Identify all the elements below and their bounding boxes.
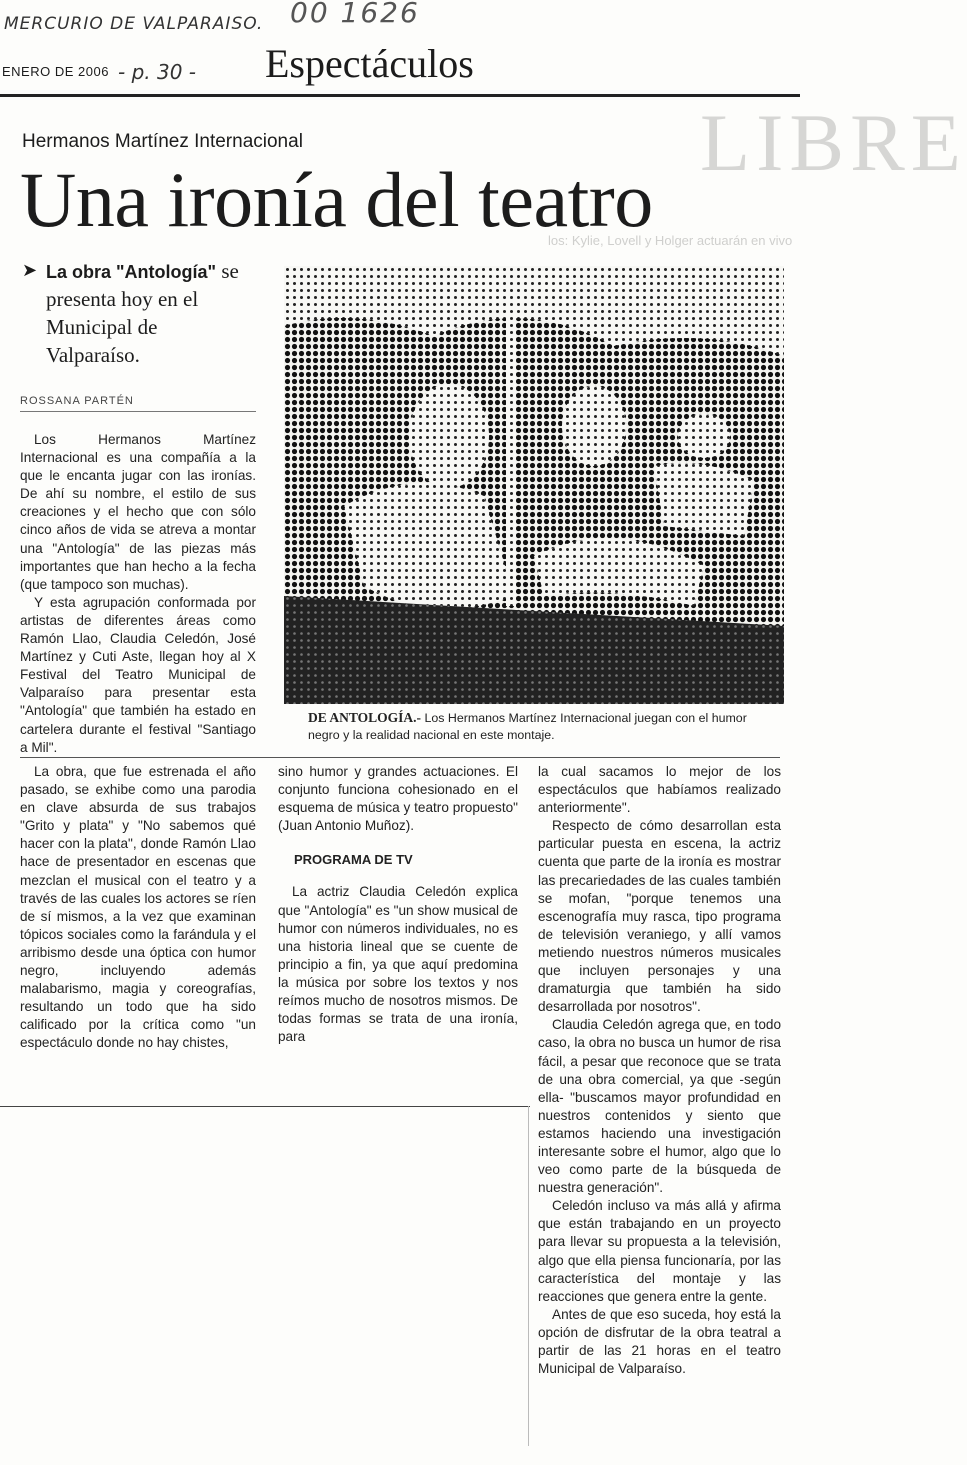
article-column-1 [20,431,256,757]
subhead: PROGRAMA DE TV [294,852,413,868]
article-photo [284,266,784,704]
paragraph: Los Hermanos Martínez Internacional es una compañía a la que le encanta jugar con las ironías. De ahí su nombre, el estilo de sus creaciones y el hecho que con sólo cinco años de vida se atreva a montar una "Antología" de las piezas más importantes que han hecho a la fecha (que tampoco son muchas). [20,432,256,592]
article-column-2 [20,763,256,1053]
paragraph: Claudia Celedón agrega que, en todo caso, la obra no busca un humor de risa fácil, a pesar que reconoce que se trata de una obra comercial, ya que -según ella- "buscamos mayor profundidad en nuestros contenidos y siento que estamos haciendo una investigación interesante sobre el humor, algo que lo veo como parte de la búsqueda de nuestra generación". [538,1017,781,1196]
article-deck [46,258,251,370]
section-title: Espectáculos [265,41,474,86]
bleed-through-headline: LIBRE [700,97,967,188]
article-column-3 [278,763,518,1046]
byline: ROSSANA PARTÉN [20,395,134,407]
handwritten-page-note: - p. 30 - [118,60,197,84]
paragraph: La obra, que fue estrenada el año pasado, se exhibe como una parodia en clave absurda de sus trabajos "Grito y plata" y "No sabemos qué hacer con la plata", donde Ramón Llao hace de presentador en escenas que mezclan el musical con el teatro y a través de las cuales los actores se ríen de sí mismos, a la vez que examinan tópicos sociales como la farándula y el arribismo desde una óptica con humor negro, incluyendo además malabarismo, magia y coreografías, resultando un todo que ha sido calificado por la crítica como "un espectáculo donde no hay chistes, [20,764,256,1051]
halftone-stage-photo [284,266,784,704]
dateline: ENERO DE 2006 [2,64,109,79]
paragraph: Antes de que eso suceda, hoy está la opción de disfrutar de la obra teatral a partir de las 21 horas en el teatro Municipal de Valparaíso. [538,1306,781,1377]
bleed-through-subline: los: Kylie, Lovell y Holger actuarán en vivo [548,233,793,248]
handwritten-archive-number: 00 1626 [290,0,420,29]
article-column-4 [538,763,781,1378]
paragraph: Celedón incluso va más allá y afirma que están trabajando en un proyecto para llevar su propuesta a la televisión, algo que ella piensa funcionaría, por las característica del montaje y las reacciones que genera entre la gente. [538,1198,781,1304]
article-kicker: Hermanos Martínez Internacional [22,131,303,152]
deck-text: se presenta hoy en el Municipal de Valparaíso. [46,259,239,367]
paragraph: Y esta agrupación conformada por artistas de diferentes áreas como Ramón Llao, Claudia Celedón, José Martínez y Cuti Aste, llegan hoy al X Festival del Teatro Municipal de Valparaíso para presentar esta "Antología" que también ha estado en cartelera durante el festival "Santiago a Mil". [20,594,256,755]
arrow-bullet-icon: ➤ [22,260,38,281]
column-rule [20,757,780,758]
byline-rule [20,411,256,412]
paragraph: La actriz Claudia Celedón explica que "Antología" es "un show musical de humor con números individuales, no es una historia lineal que se cuente de principio a fin, ya que aquí predomina la música por sobre los textos y nos reímos mucho de nosotros mismos. De todas formas se trata de una ironía, para [278,884,518,1045]
deck-bold: La obra "Antología" [46,262,217,282]
article-headline: Una ironía del teatro [20,156,653,243]
paragraph: Respecto de cómo desarrollan esta particular puesta en escena, la actriz cuenta que parte de la ironía es mostrar las precariedades de las cuales también se mofan, "porque tenemos una escenografía muy rasca, tipo programa de televisión veraniego, y allí vamos metiendo nuestros números musicales que incluyen personajes y una dramaturgia que también ha sido desarrollada por nosotros". [538,818,781,1015]
paragraph: la cual sacamos lo mejor de los espectáculos que habíamos realizado anteriormente". [538,764,781,816]
caption-lead: DE ANTOLOGÍA.- [308,710,422,725]
paragraph: sino humor y grandes actuaciones. El conjunto funciona cohesionado en el esquema de música y teatro propuesto" (Juan Antonio Muñoz). [278,764,518,834]
clipping-edge [0,1106,530,1107]
handwritten-source-note: MERCURIO DE VALPARAISO. [4,14,264,34]
caption-text: Los Hermanos Martínez Internacional juegan con el humor negro y la realidad nacional en este montaje. [308,711,747,742]
header-rule [0,94,800,97]
clipping-edge-vertical [528,1106,529,1446]
photo-caption [308,709,778,744]
